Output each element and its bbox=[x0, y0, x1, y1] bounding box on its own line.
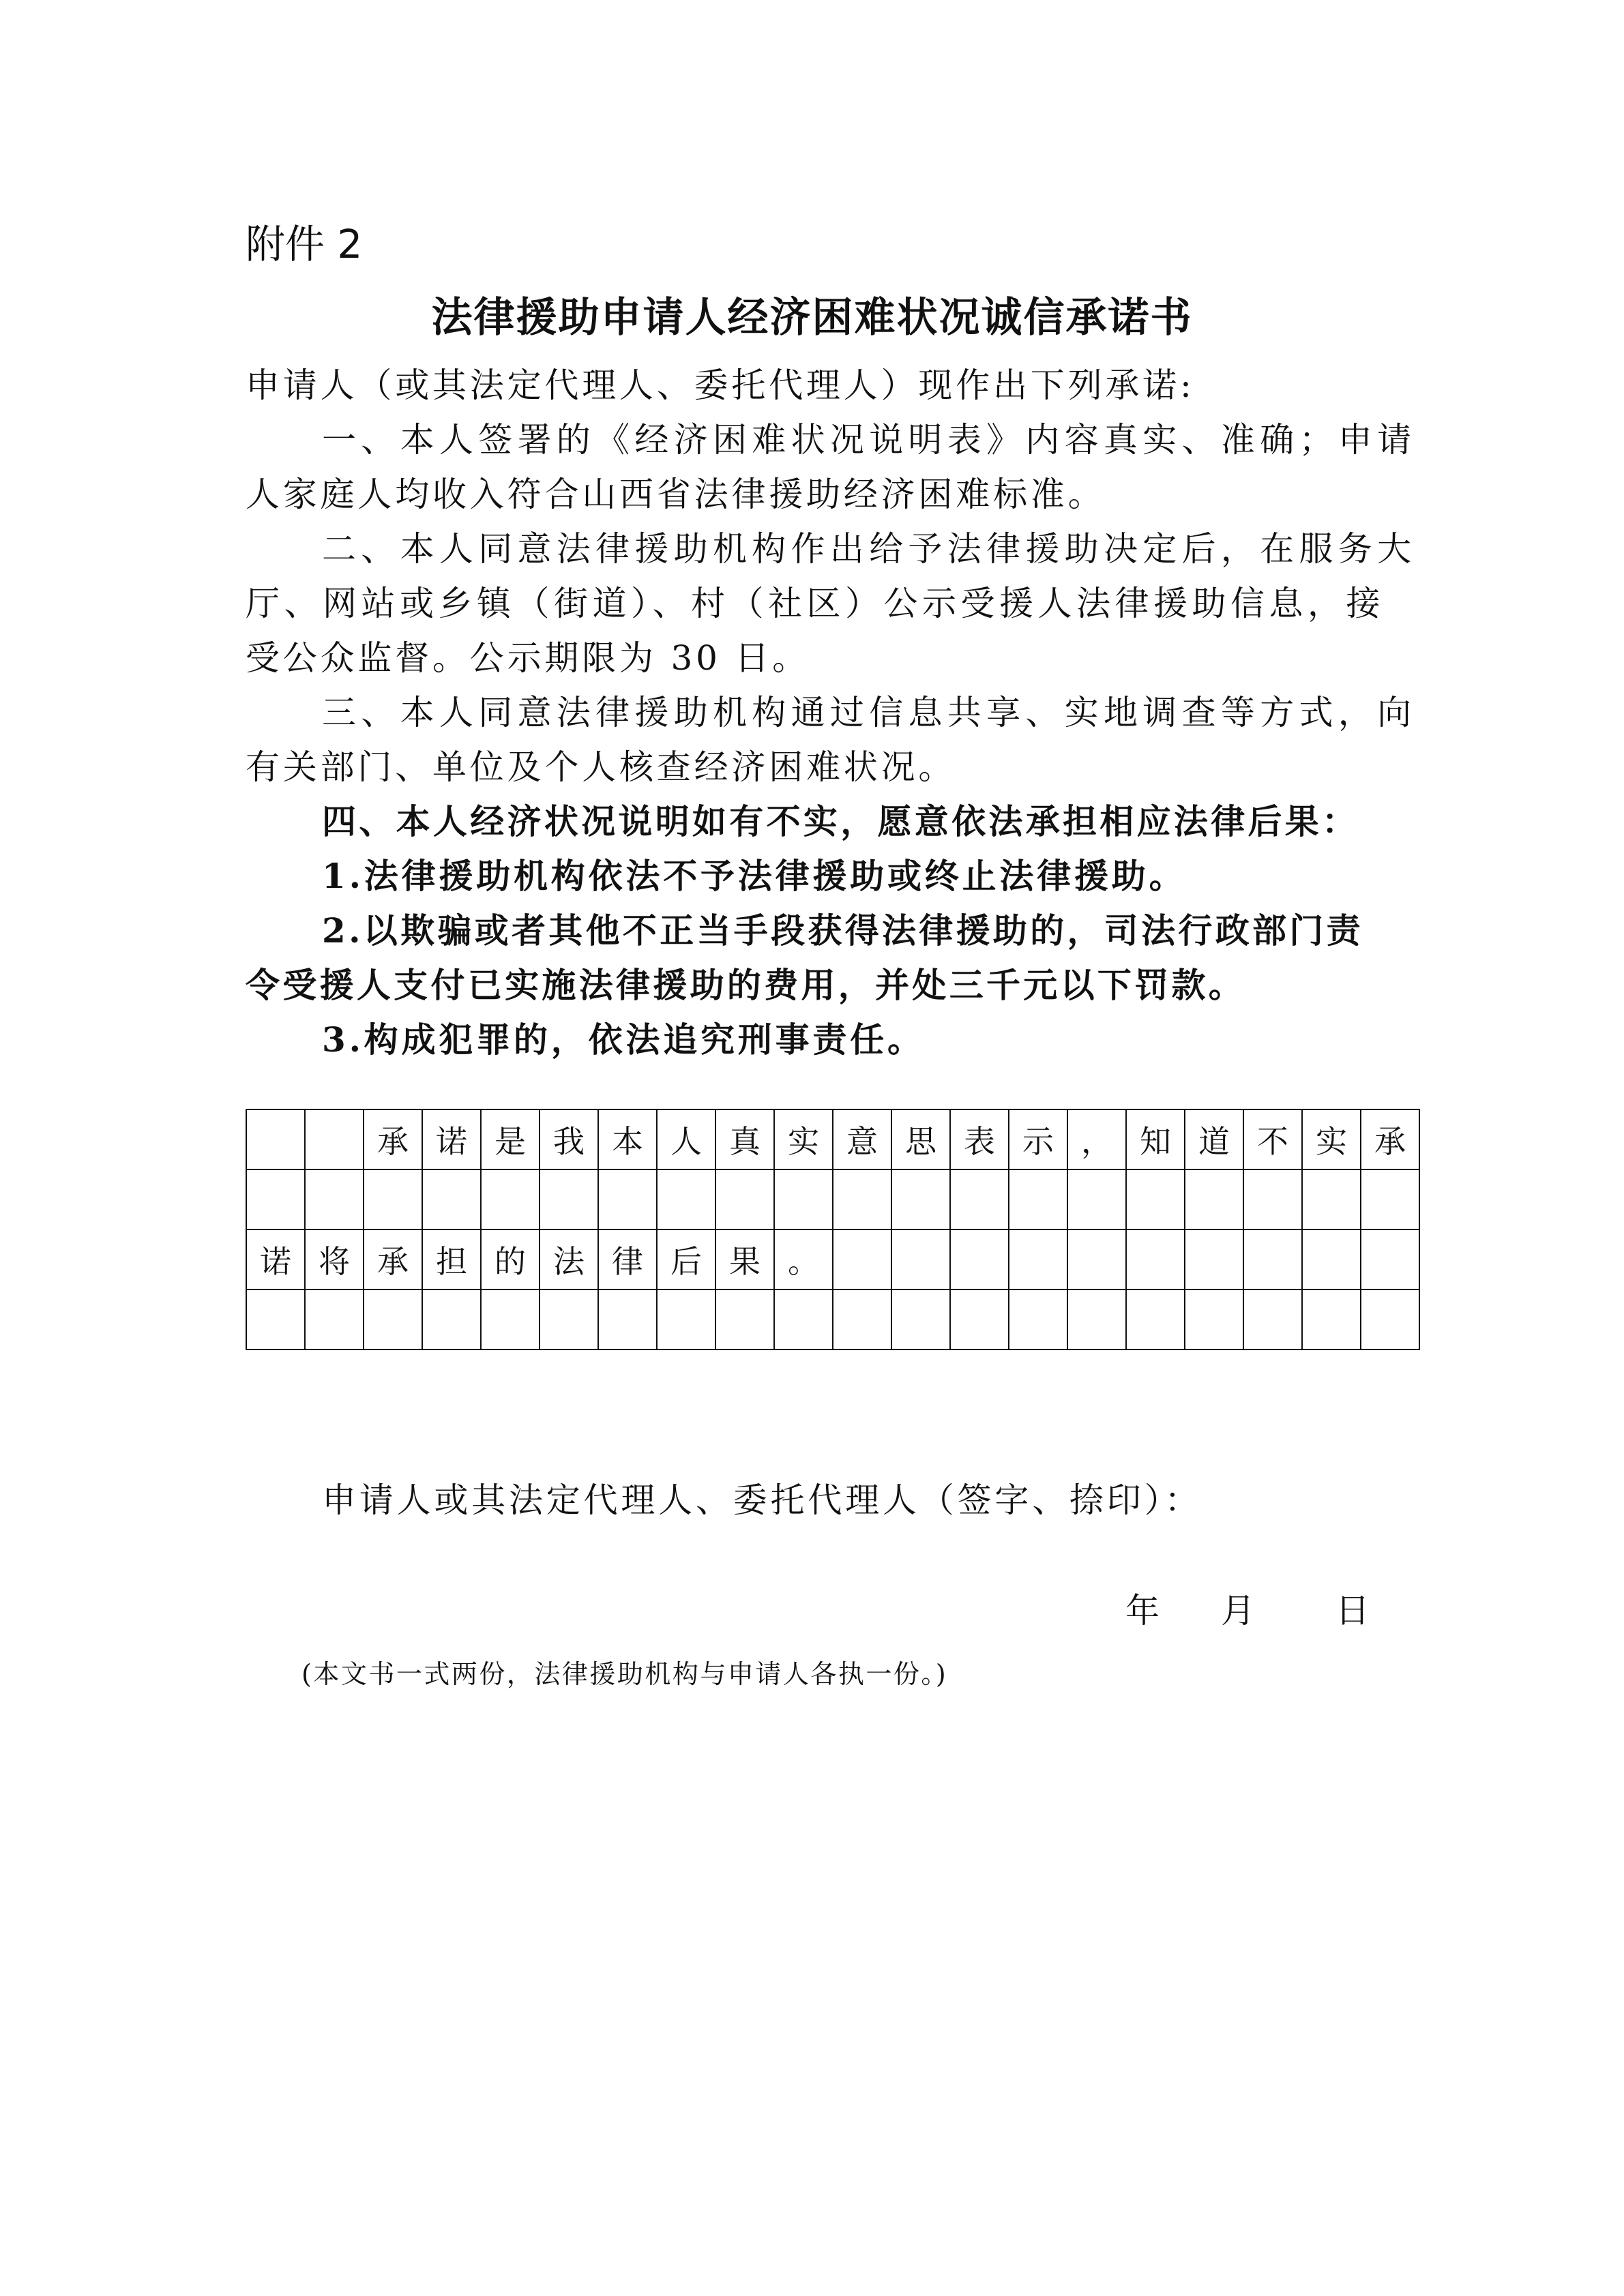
grid-cell[interactable]: 真 bbox=[715, 1109, 774, 1169]
grid-cell[interactable] bbox=[1243, 1289, 1302, 1350]
grid-cell[interactable]: 知 bbox=[1126, 1109, 1185, 1169]
consequence-item-1: 1.法律援助机构依法不予法律援助或终止法律援助。 bbox=[322, 856, 1187, 896]
grid-cell[interactable] bbox=[1243, 1229, 1302, 1289]
paragraph-3-line-1: 三、本人同意法律援助机构通过信息共享、实地调查等方式，向 bbox=[322, 693, 1417, 732]
grid-cell[interactable] bbox=[1361, 1229, 1419, 1289]
handwriting-grid bbox=[246, 1109, 1420, 1350]
grid-cell[interactable]: 是 bbox=[481, 1109, 540, 1169]
paragraph-4-heading: 四、本人经济状况说明如有不实，愿意依法承担相应法律后果： bbox=[322, 801, 1359, 841]
grid-cell[interactable]: 的 bbox=[481, 1229, 540, 1289]
grid-cell[interactable] bbox=[598, 1169, 657, 1229]
grid-cell[interactable] bbox=[422, 1289, 481, 1350]
grid-cell[interactable] bbox=[715, 1169, 774, 1229]
grid-cell[interactable]: 我 bbox=[540, 1109, 598, 1169]
grid-cell[interactable] bbox=[891, 1169, 950, 1229]
grid-cell[interactable] bbox=[305, 1109, 364, 1169]
grid-cell[interactable] bbox=[1243, 1169, 1302, 1229]
grid-cell[interactable] bbox=[305, 1169, 364, 1229]
grid-cell[interactable] bbox=[540, 1169, 598, 1229]
paragraph-1-line-2: 人家庭人均收入符合山西省法律援助经济困难标准。 bbox=[246, 475, 1106, 514]
signature-label: 申请人或其法定代理人、委托代理人（签字、捺印）： bbox=[322, 1480, 1202, 1520]
grid-cell[interactable] bbox=[891, 1289, 950, 1350]
grid-cell[interactable]: 实 bbox=[1302, 1109, 1361, 1169]
grid-cell[interactable] bbox=[1067, 1289, 1126, 1350]
attachment-label: 附件 2 bbox=[246, 221, 363, 267]
paragraph-3-line-2: 有关部门、单位及个人核查经济困难状况。 bbox=[246, 747, 956, 787]
grid-cell[interactable]: ， bbox=[1067, 1109, 1126, 1169]
grid-cell[interactable] bbox=[1009, 1229, 1067, 1289]
grid-cell[interactable] bbox=[657, 1289, 715, 1350]
grid-cell[interactable] bbox=[1009, 1289, 1067, 1350]
grid-cell[interactable]: 承 bbox=[1361, 1109, 1419, 1169]
grid-cell[interactable] bbox=[1067, 1169, 1126, 1229]
grid-cell[interactable]: 实 bbox=[774, 1109, 833, 1169]
grid-cell[interactable] bbox=[833, 1229, 891, 1289]
grid-cell[interactable] bbox=[246, 1289, 305, 1350]
grid-cell[interactable] bbox=[1302, 1229, 1361, 1289]
date-month-label: 月 bbox=[1221, 1591, 1255, 1630]
grid-cell[interactable]: 律 bbox=[598, 1229, 657, 1289]
footnote: (本文书一式两份，法律援助机构与申请人各执一份。) bbox=[301, 1659, 948, 1689]
grid-cell[interactable] bbox=[1361, 1169, 1419, 1229]
grid-cell[interactable]: 后 bbox=[657, 1229, 715, 1289]
grid-cell[interactable] bbox=[1302, 1289, 1361, 1350]
grid-cell[interactable] bbox=[950, 1169, 1009, 1229]
grid-cell[interactable]: 思 bbox=[891, 1109, 950, 1169]
grid-cell[interactable] bbox=[833, 1169, 891, 1229]
grid-cell[interactable] bbox=[1009, 1169, 1067, 1229]
date-day-label: 日 bbox=[1335, 1591, 1370, 1630]
grid-row bbox=[246, 1229, 1419, 1289]
grid-cell[interactable] bbox=[481, 1169, 540, 1229]
grid-cell[interactable] bbox=[1126, 1169, 1185, 1229]
grid-cell[interactable] bbox=[774, 1289, 833, 1350]
date-year-label: 年 bbox=[1125, 1591, 1160, 1630]
grid-cell[interactable]: 果 bbox=[715, 1229, 774, 1289]
grid-cell[interactable] bbox=[246, 1169, 305, 1229]
consequence-item-3: 3.构成犯罪的，依法追究刑事责任。 bbox=[322, 1019, 925, 1060]
grid-cell[interactable] bbox=[950, 1229, 1009, 1289]
grid-cell[interactable] bbox=[1302, 1169, 1361, 1229]
grid-cell[interactable] bbox=[715, 1289, 774, 1350]
paragraph-2-line-2: 厅、网站或乡镇（街道）、村（社区）公示受援人法律援助信息，接 bbox=[246, 584, 1385, 623]
grid-cell[interactable] bbox=[1126, 1289, 1185, 1350]
grid-cell[interactable]: 诺 bbox=[246, 1229, 305, 1289]
grid-cell[interactable] bbox=[1126, 1229, 1185, 1289]
grid-cell[interactable]: 担 bbox=[422, 1229, 481, 1289]
grid-cell[interactable]: 将 bbox=[305, 1229, 364, 1289]
grid-cell[interactable] bbox=[774, 1169, 833, 1229]
grid-cell[interactable] bbox=[364, 1169, 422, 1229]
consequence-item-2-line-2: 令受援人支付已实施法律援助的费用，并处三千元以下罚款。 bbox=[246, 965, 1246, 1005]
intro-line: 申请人（或其法定代理人、委托代理人）现作出下列承诺: bbox=[246, 366, 1195, 405]
grid-cell[interactable] bbox=[1361, 1289, 1419, 1350]
grid-cell[interactable]: 。 bbox=[774, 1229, 833, 1289]
grid-cell[interactable]: 本 bbox=[598, 1109, 657, 1169]
consequence-item-2-line-1: 2.以欺骗或者其他不正当手段获得法律援助的，司法行政部门责 bbox=[322, 910, 1363, 951]
grid-cell[interactable] bbox=[598, 1289, 657, 1350]
grid-cell[interactable]: 承 bbox=[364, 1109, 422, 1169]
grid-row bbox=[246, 1109, 1419, 1169]
grid-cell[interactable]: 人 bbox=[657, 1109, 715, 1169]
grid-cell[interactable] bbox=[540, 1289, 598, 1350]
grid-cell[interactable]: 表 bbox=[950, 1109, 1009, 1169]
grid-cell[interactable] bbox=[305, 1289, 364, 1350]
grid-cell[interactable] bbox=[481, 1289, 540, 1350]
grid-cell[interactable]: 示 bbox=[1009, 1109, 1067, 1169]
grid-cell[interactable] bbox=[246, 1109, 305, 1169]
paragraph-1-line-1: 一、本人签署的《经济困难状况说明表》内容真实、准确；申请 bbox=[322, 420, 1417, 460]
paragraph-2-line-3: 受公众监督。公示期限为 30 日。 bbox=[246, 638, 810, 678]
grid-cell[interactable]: 承 bbox=[364, 1229, 422, 1289]
grid-cell[interactable] bbox=[1185, 1229, 1243, 1289]
grid-cell[interactable] bbox=[657, 1169, 715, 1229]
grid-cell[interactable]: 不 bbox=[1243, 1109, 1302, 1169]
grid-cell[interactable] bbox=[1185, 1289, 1243, 1350]
grid-row bbox=[246, 1289, 1419, 1350]
grid-cell[interactable] bbox=[891, 1229, 950, 1289]
grid-cell[interactable] bbox=[833, 1289, 891, 1350]
grid-cell[interactable] bbox=[1185, 1169, 1243, 1229]
document-title: 法律援助申请人经济困难状况诚信承诺书 bbox=[431, 294, 1193, 342]
grid-cell[interactable] bbox=[950, 1289, 1009, 1350]
grid-row bbox=[246, 1169, 1419, 1229]
grid-cell[interactable]: 诺 bbox=[422, 1109, 481, 1169]
grid-cell[interactable]: 法 bbox=[540, 1229, 598, 1289]
grid-cell[interactable] bbox=[1067, 1229, 1126, 1289]
grid-cell[interactable]: 意 bbox=[833, 1109, 891, 1169]
grid-cell[interactable] bbox=[422, 1169, 481, 1229]
grid-cell[interactable]: 道 bbox=[1185, 1109, 1243, 1169]
paragraph-2-line-1: 二、本人同意法律援助机构作出给予法律援助决定后，在服务大 bbox=[322, 529, 1417, 569]
grid-cell[interactable] bbox=[364, 1289, 422, 1350]
